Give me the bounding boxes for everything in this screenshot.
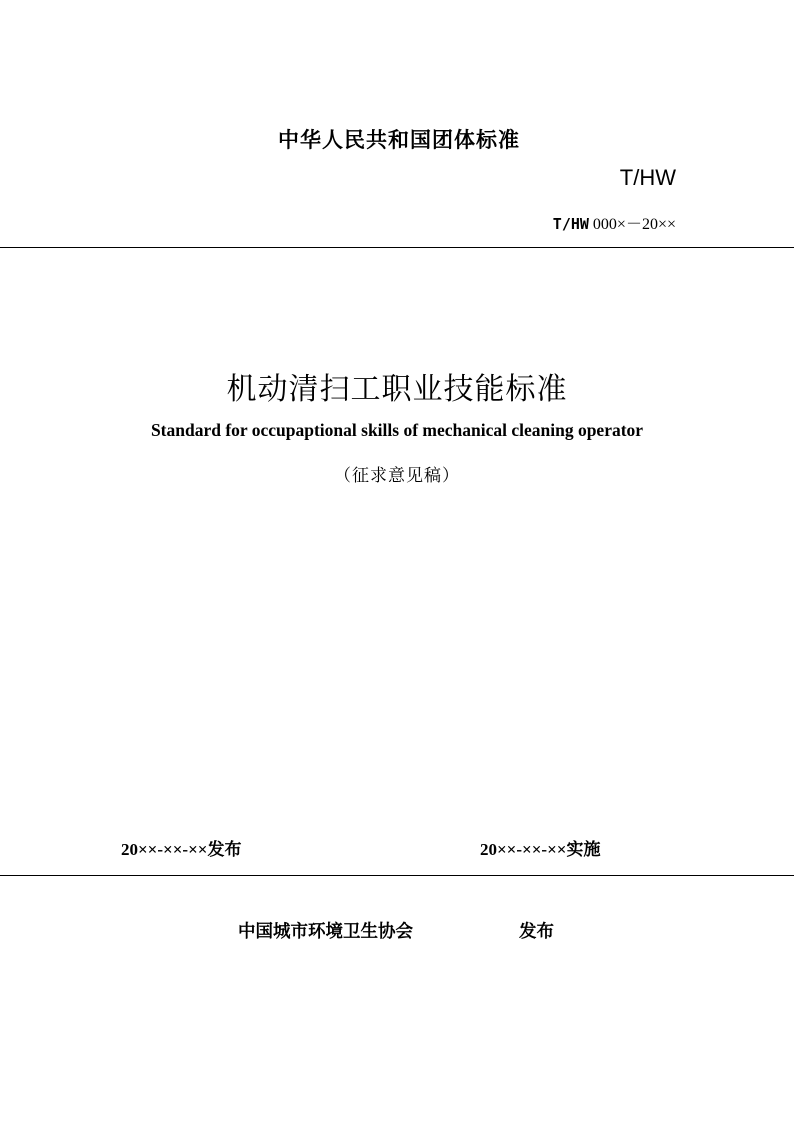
org-title: 中华人民共和国团体标准	[278, 128, 520, 152]
standard-number	[553, 211, 676, 234]
publisher-name: 中国城市环境卫生协会	[238, 922, 413, 942]
issue-date	[121, 835, 241, 860]
publish-label: 发布	[519, 922, 554, 942]
document-title-en: Standard for occupaptional skills of mechanical cleaning operator	[150, 420, 644, 440]
issue-date-value: 20××-××-××	[121, 840, 208, 859]
standard-code-label: T/HW	[619, 165, 676, 190]
implementation-date-value: 20××-××-××	[480, 840, 567, 859]
bottom-divider	[0, 875, 794, 876]
implementation-date	[480, 835, 600, 860]
top-divider	[0, 247, 794, 248]
document-title-cn: 机动清扫工职业技能标准	[226, 372, 568, 407]
draft-note: （征求意见稿）	[334, 466, 460, 486]
standard-number-prefix: T/HW	[552, 215, 589, 233]
issue-date-label: 发布	[207, 840, 242, 860]
implementation-date-label: 实施	[566, 840, 601, 860]
standard-number-rest: 000×－20××	[588, 216, 676, 233]
